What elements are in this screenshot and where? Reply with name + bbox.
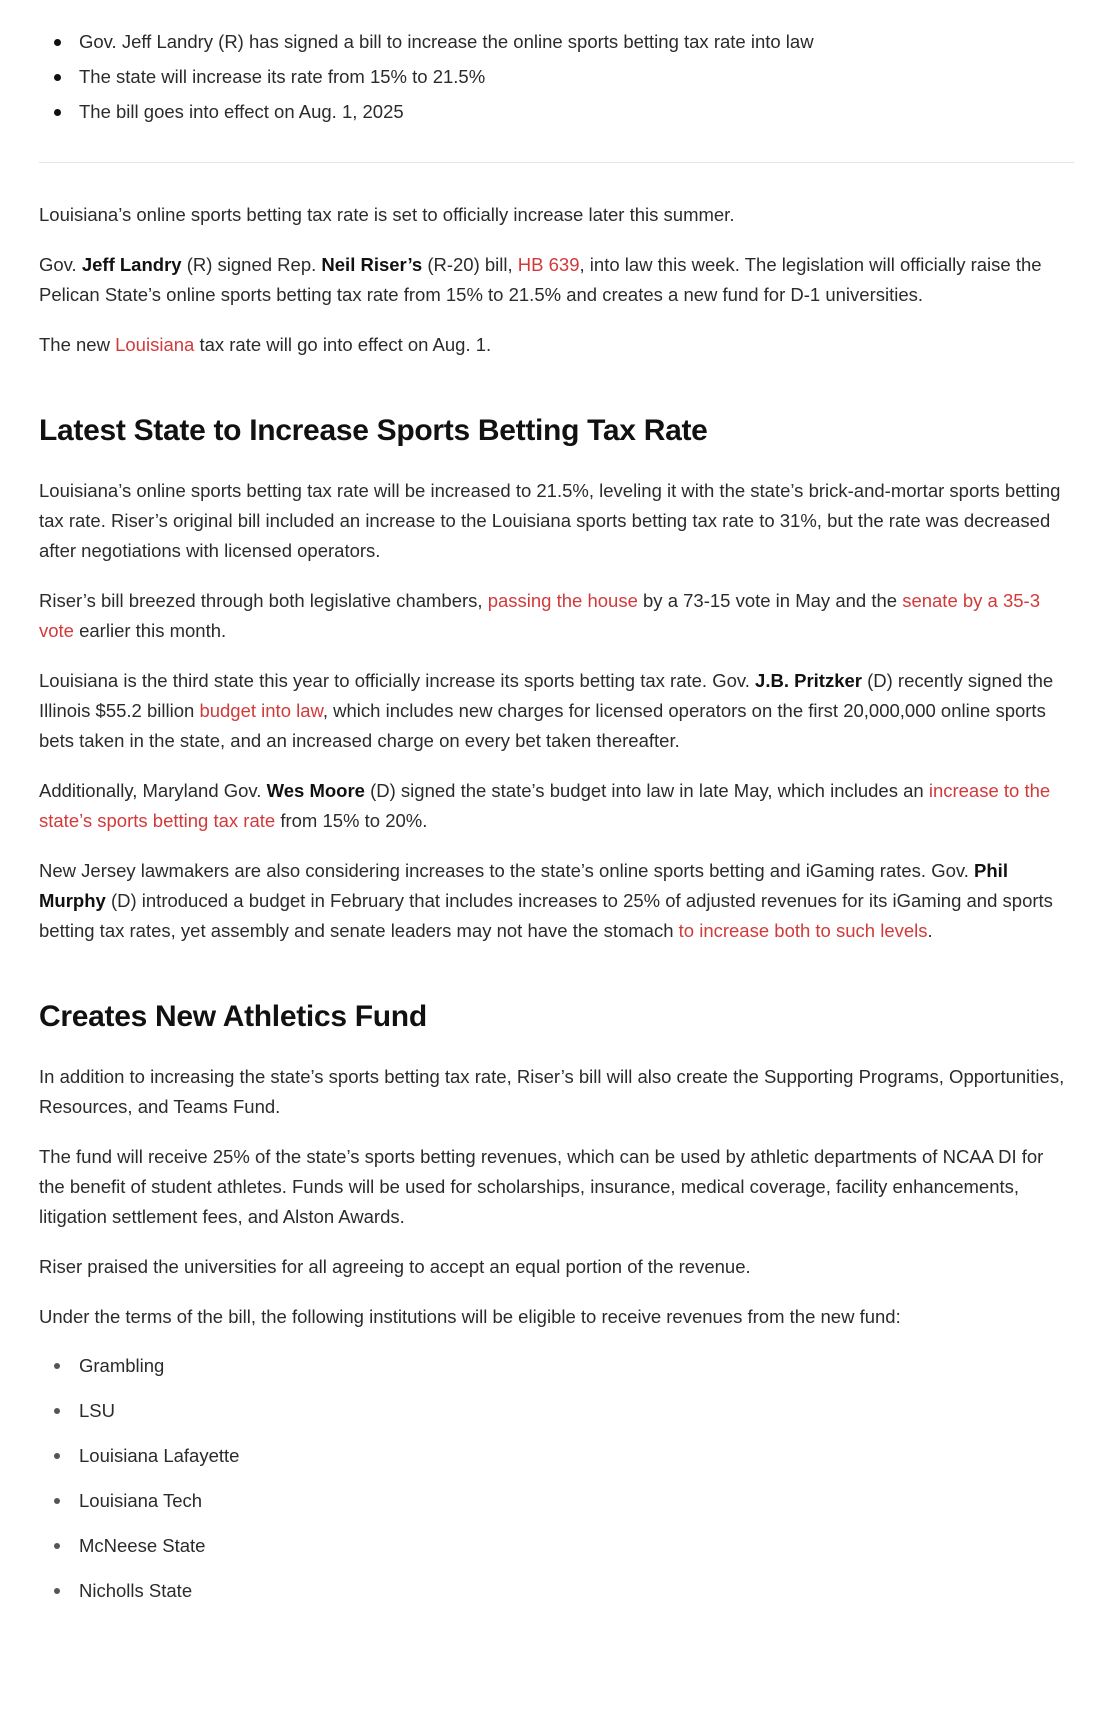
key-takeaways-list [39,24,1074,129]
text-run: Gov. [39,254,82,275]
person-name-moore: Wes Moore [266,780,365,801]
intro-paragraph-3 [39,330,1074,360]
text-run: . [927,920,933,941]
text-run: by a 73-15 vote in May and the [637,590,903,611]
section-divider [39,162,1074,163]
section1-paragraph-4 [39,776,1074,836]
text-run: Riser’s bill breezed through both legislative chambers, [39,590,488,611]
text-run: , into law this week. The legislation will officially raise the Pelican State’s online sports betting tax rate from 15% to 21.5% and creates a new fund for D-1 universities. [39,254,1042,305]
passing-the-house-link[interactable]: passing the house [487,590,638,611]
maryland-tax-increase-link[interactable]: increase to the state’s sports betting tax rate [39,780,1051,831]
section-heading-athletics-fund: Creates New Athletics Fund [39,1000,427,1033]
senate-vote-link[interactable]: senate by a 35-3 vote [39,590,1041,641]
section1-paragraph-2 [39,586,1074,646]
text-run: The new [39,334,116,355]
text-run: , which includes new charges for licensed operators on the first 20,000,000 online sports bets taken in the state, and an increased charge on every bet taken thereafter. [39,700,1046,751]
text-run: tax rate will go into effect on Aug. 1. [194,334,492,355]
person-name-murphy: Phil Murphy [39,860,1008,911]
eligible-institutions-list [39,1343,1074,1613]
intro-paragraph-2 [39,250,1074,310]
text-run: Additionally, Maryland Gov. [39,780,267,801]
text-run: Louisiana is the third state this year to officially increase its sports betting tax rate. Gov. [39,670,756,691]
text-run: New Jersey lawmakers are also considering increases to the state’s online sports betting and iGaming rates. Gov. [39,860,975,881]
section2-paragraph-2: The fund will receive 25% of the state’s sports betting revenues, which can be used by athletic departments of NCAA DI for the benefit of student athletes. Funds will be used for scholarships, insurance, medical coverage, facility enhancements, litigation settlement fees, and Alston Awards. [39,1146,1044,1227]
hb-639-link[interactable]: HB 639 [517,254,580,275]
section2-paragraph-1: In addition to increasing the state’s sports betting tax rate, Riser’s bill will also create the Supporting Programs, Opportunities, Resources, and Teams Fund. [39,1066,1065,1117]
article-body [39,24,1074,1613]
section1-paragraph-1: Louisiana’s online sports betting tax rate will be increased to 21.5%, leveling it with the state’s brick-and-mortar sports betting tax rate. Riser’s original bill included an increase to the Louisiana sports betting tax rate to 31%, but the rate was decreased after negotiations with licensed operators. [39,480,1061,561]
louisiana-link[interactable]: Louisiana [115,334,195,355]
text-run: (R-20) bill, [422,254,518,275]
list-item: Louisiana Lafayette [79,1433,1074,1478]
text-run: (D) recently signed the Illinois $55.2 billion [39,670,1054,721]
person-name-landry: Jeff Landry [81,254,182,275]
increase-both-link[interactable]: to increase both to such levels [678,920,928,941]
takeaway-item: Gov. Jeff Landry (R) has signed a bill to increase the online sports betting tax rate into law [79,24,1074,59]
person-name-riser: Neil Riser’s [321,254,423,275]
text-run: earlier this month. [73,620,227,641]
text-run: from 15% to 20%. [275,810,428,831]
list-item: Louisiana Tech [79,1478,1074,1523]
text-run: (D) introduced a budget in February that includes increases to 25% of adjusted revenues for its iGaming and sports betting tax rates, yet assembly and senate leaders may not have the stomach [39,890,1053,941]
takeaway-item: The state will increase its rate from 15% to 21.5% [79,59,1074,94]
budget-into-law-link[interactable]: budget into law [199,700,323,721]
takeaway-item: The bill goes into effect on Aug. 1, 2025 [79,94,1074,129]
text-run: (R) signed Rep. [181,254,322,275]
list-item: LSU [79,1388,1074,1433]
list-item: Nicholls State [79,1568,1074,1613]
section2-paragraph-3: Riser praised the universities for all agreeing to accept an equal portion of the revenue. [39,1256,751,1277]
section2-paragraph-4: Under the terms of the bill, the following institutions will be eligible to receive revenues from the new fund: [39,1306,901,1327]
intro-paragraph-1: Louisiana’s online sports betting tax rate is set to officially increase later this summer. [39,204,735,225]
section-heading-tax-rate: Latest State to Increase Sports Betting Tax Rate [39,414,708,447]
list-item: McNeese State [79,1523,1074,1568]
person-name-pritzker: J.B. Pritzker [755,670,862,691]
section1-paragraph-3 [39,666,1074,756]
list-item: Grambling [79,1343,1074,1388]
section1-paragraph-5 [39,856,1074,946]
text-run: (D) signed the state’s budget into law in late May, which includes an [364,780,929,801]
